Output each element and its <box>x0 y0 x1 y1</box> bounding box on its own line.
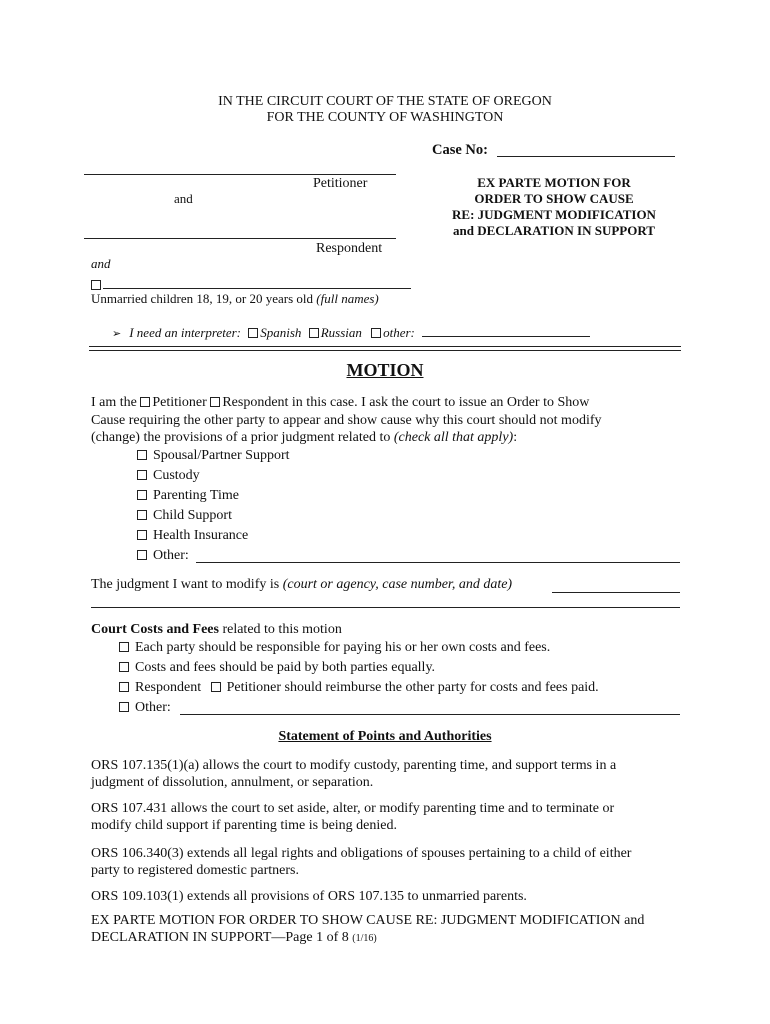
intro-line3-colon: : <box>513 430 518 445</box>
option-health-insurance[interactable] <box>137 528 248 544</box>
court-title-line1: IN THE CIRCUIT COURT OF THE STATE OF OREGON <box>218 94 552 109</box>
costs-heading: Court Costs and Fees <box>91 622 219 637</box>
and-text: and <box>174 191 193 206</box>
child-support-label: Child Support <box>153 508 232 523</box>
spousal-support-checkbox[interactable] <box>137 450 147 460</box>
option-child-support[interactable] <box>137 508 232 524</box>
doc-title-line1: EX PARTE MOTION FOR <box>477 175 631 190</box>
children-checkbox[interactable] <box>91 280 101 290</box>
custody-checkbox[interactable] <box>137 470 147 480</box>
authority-2-line1: ORS 107.431 allows the court to set aside, alter, or modify parenting time and to terminate or <box>91 801 615 816</box>
authorities-heading: Statement of Points and Authorities <box>278 729 492 744</box>
children-names-field[interactable] <box>103 276 411 289</box>
authority-3-line2: party to registered domestic partners. <box>91 863 299 878</box>
russian-checkbox[interactable] <box>309 328 319 338</box>
other-modification-field[interactable] <box>196 562 680 563</box>
footer-revision: (1/16) <box>352 933 377 944</box>
check-all-note: (check all that apply) <box>393 430 514 445</box>
doc-title-line3: RE: JUDGMENT MODIFICATION <box>452 207 656 222</box>
costs-other-field[interactable] <box>180 714 680 715</box>
option-other[interactable] <box>137 548 189 564</box>
other-language-field[interactable] <box>422 324 590 337</box>
authority-2-line2: modify child support if parenting time is being denied. <box>91 818 397 833</box>
respondent-label: Respondent <box>316 241 383 256</box>
children-label-row <box>91 291 379 307</box>
respondent-option-label: Respondent in this case. I ask the court to issue an Order to Show <box>222 395 590 410</box>
case-no-field[interactable] <box>497 156 675 157</box>
costs-option-reimburse <box>119 680 599 696</box>
equal-costs-checkbox[interactable] <box>119 662 129 672</box>
costs-other-checkbox[interactable] <box>119 702 129 712</box>
parenting-time-label: Parenting Time <box>153 488 239 503</box>
other-label: Other: <box>153 548 189 563</box>
motion-intro-line2: Cause requiring the other party to appear and show cause why this court should not modify <box>91 413 602 428</box>
judgment-field-line2[interactable] <box>91 607 680 608</box>
child-support-checkbox[interactable] <box>137 510 147 520</box>
court-title-line2: FOR THE COUNTY OF WASHINGTON <box>266 110 504 125</box>
petitioner-option-label: Petitioner <box>152 395 207 410</box>
motion-heading: MOTION <box>346 360 424 380</box>
option-spousal-support[interactable] <box>137 448 290 464</box>
option-custody[interactable] <box>137 468 200 484</box>
judgment-label: The judgment I want to modify is <box>91 577 280 592</box>
reimburse-respondent-label: Respondent <box>135 680 202 695</box>
spousal-support-label: Spousal/Partner Support <box>153 448 290 463</box>
case-no-label: Case No: <box>432 142 488 158</box>
footer-line2: DECLARATION IN SUPPORT—Page 1 of 8 <box>91 930 349 945</box>
judgment-note: (court or agency, case number, and date) <box>282 577 513 592</box>
motion-intro-line3 <box>91 430 517 446</box>
petitioner-checkbox[interactable] <box>140 397 150 407</box>
health-insurance-checkbox[interactable] <box>137 530 147 540</box>
children-note: (full names) <box>316 291 379 306</box>
footer-line2-row <box>91 930 377 946</box>
option-parenting-time[interactable] <box>137 488 239 504</box>
petitioner-name-line[interactable] <box>84 174 396 175</box>
costs-heading-suffix: related to this motion <box>222 622 342 637</box>
reimburse-petitioner-checkbox[interactable] <box>211 682 221 692</box>
interpreter-row <box>112 324 590 341</box>
authority-4: ORS 109.103(1) extends all provisions of ORS 107.135 to unmarried parents. <box>91 889 527 904</box>
other-language-checkbox[interactable] <box>371 328 381 338</box>
respondent-name-line[interactable] <box>84 238 396 239</box>
footer-line1: EX PARTE MOTION FOR ORDER TO SHOW CAUSE RE: JUDGMENT MODIFICATION and <box>91 913 645 928</box>
reimburse-respondent-checkbox[interactable] <box>119 682 129 692</box>
parenting-time-checkbox[interactable] <box>137 490 147 500</box>
children-label: Unmarried children 18, 19, or 20 years old <box>91 291 314 306</box>
costs-option-equal[interactable] <box>119 660 435 676</box>
health-insurance-label: Health Insurance <box>153 528 249 543</box>
equal-costs-label: Costs and fees should be paid by both parties equally. <box>135 660 436 675</box>
each-party-label: Each party should be responsible for paying his or her own costs and fees. <box>135 640 551 655</box>
spanish-label: Spanish <box>260 325 302 340</box>
authority-1-line1: ORS 107.135(1)(a) allows the court to modify custody, parenting time, and support terms in a <box>91 758 617 773</box>
costs-option-other[interactable] <box>119 700 171 716</box>
russian-label: Russian <box>320 325 362 340</box>
intro-prefix: I am the <box>91 395 137 410</box>
reimburse-petitioner-label: Petitioner should reimburse the other party for costs and fees paid. <box>226 680 599 695</box>
spanish-checkbox[interactable] <box>248 328 258 338</box>
costs-option-each-party[interactable] <box>119 640 550 656</box>
costs-other-label: Other: <box>135 700 171 715</box>
authority-1-line2: judgment of dissolution, annulment, or separation. <box>91 775 374 790</box>
other-checkbox[interactable] <box>137 550 147 560</box>
doc-title-line4: and DECLARATION IN SUPPORT <box>453 223 655 238</box>
judgment-field[interactable] <box>552 592 680 593</box>
intro-line3-text: (change) the provisions of a prior judgment related to <box>91 430 391 445</box>
and-italic-text: and <box>91 256 111 271</box>
doc-title-line2: ORDER TO SHOW CAUSE <box>474 191 634 206</box>
interpreter-label: I need an interpreter: <box>129 325 242 340</box>
custody-label: Custody <box>153 468 200 483</box>
arrow-bullet-icon: ➢ <box>112 327 122 340</box>
petitioner-label: Petitioner <box>313 176 368 191</box>
costs-heading-row <box>91 622 342 638</box>
respondent-checkbox[interactable] <box>210 397 220 407</box>
motion-intro-line1 <box>91 395 589 411</box>
other-language-label: other: <box>383 325 415 340</box>
judgment-row <box>91 577 512 593</box>
section-divider <box>89 346 681 351</box>
each-party-checkbox[interactable] <box>119 642 129 652</box>
authority-3-line1: ORS 106.340(3) extends all legal rights and obligations of spouses pertaining to a child of either <box>91 846 632 861</box>
